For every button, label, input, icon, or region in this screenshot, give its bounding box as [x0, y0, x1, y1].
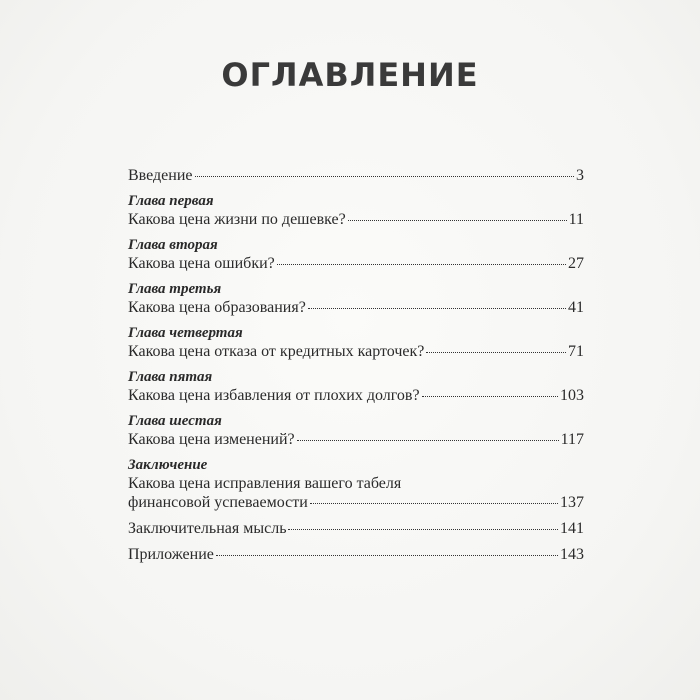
toc-page-number: 141	[560, 520, 584, 537]
toc-page-number: 41	[568, 299, 584, 316]
toc-entry-chapter-3[interactable]	[128, 299, 584, 317]
toc-page-number: 137	[560, 494, 584, 511]
toc-entry-label: Какова цена образования?	[128, 299, 306, 316]
dot-leader	[422, 396, 558, 397]
chapter-heading-5: Глава пятая	[128, 369, 213, 385]
page-title: ОГЛАВЛЕНИЕ	[221, 56, 479, 94]
toc-entry-chapter-6[interactable]	[128, 431, 584, 449]
toc-entry-label: Приложение	[128, 546, 214, 563]
toc-entry-chapter-1[interactable]	[128, 211, 584, 229]
toc-entry-final-thought[interactable]	[128, 520, 584, 538]
toc-entry-chapter-5[interactable]	[128, 387, 584, 405]
dot-leader	[426, 352, 566, 353]
dot-leader	[348, 220, 567, 221]
dot-leader	[310, 503, 558, 504]
toc-entry-label: финансовой успеваемости	[128, 494, 308, 511]
chapter-heading-4: Глава четвертая	[128, 325, 243, 341]
dot-leader	[288, 529, 558, 530]
toc-page-number: 71	[568, 343, 584, 360]
toc-entry-conclusion[interactable]	[128, 494, 584, 512]
toc-entry-chapter-2[interactable]	[128, 255, 584, 273]
toc-entry-label: Какова цена жизни по дешевке?	[128, 211, 346, 228]
toc-entry-label: Введение	[128, 167, 193, 184]
toc-page-number: 11	[568, 211, 584, 228]
toc-page-number: 3	[576, 167, 584, 184]
toc-page-number: 27	[568, 255, 584, 272]
toc-entry-appendix[interactable]	[128, 546, 584, 564]
chapter-heading-2: Глава вторая	[128, 237, 218, 253]
toc-entry-introduction[interactable]	[128, 167, 584, 185]
dot-leader	[297, 440, 559, 441]
toc-entry-label: Какова цена отказа от кредитных карточек?	[128, 343, 425, 360]
dot-leader	[216, 555, 558, 556]
toc-page-number: 143	[560, 546, 584, 563]
toc-page-number: 117	[560, 431, 584, 448]
dot-leader	[195, 176, 575, 177]
chapter-heading-6: Глава шестая	[128, 413, 222, 429]
toc-entry-label-line1: Какова цена исправления вашего табеля	[128, 475, 402, 492]
toc-entry-label: Какова цена избавления от плохих долгов?	[128, 387, 420, 404]
chapter-heading-conclusion: Заключение	[128, 457, 208, 473]
chapter-heading-3: Глава третья	[128, 281, 222, 297]
dot-leader	[308, 308, 566, 309]
toc-page-number: 103	[560, 387, 584, 404]
chapter-heading-1: Глава первая	[128, 193, 214, 209]
toc-entry-label: Заключительная мысль	[128, 520, 287, 537]
toc-entry-label: Какова цена ошибки?	[128, 255, 275, 272]
dot-leader	[277, 264, 566, 265]
toc-entry-chapter-4[interactable]	[128, 343, 584, 361]
toc-entry-label: Какова цена изменений?	[128, 431, 295, 448]
